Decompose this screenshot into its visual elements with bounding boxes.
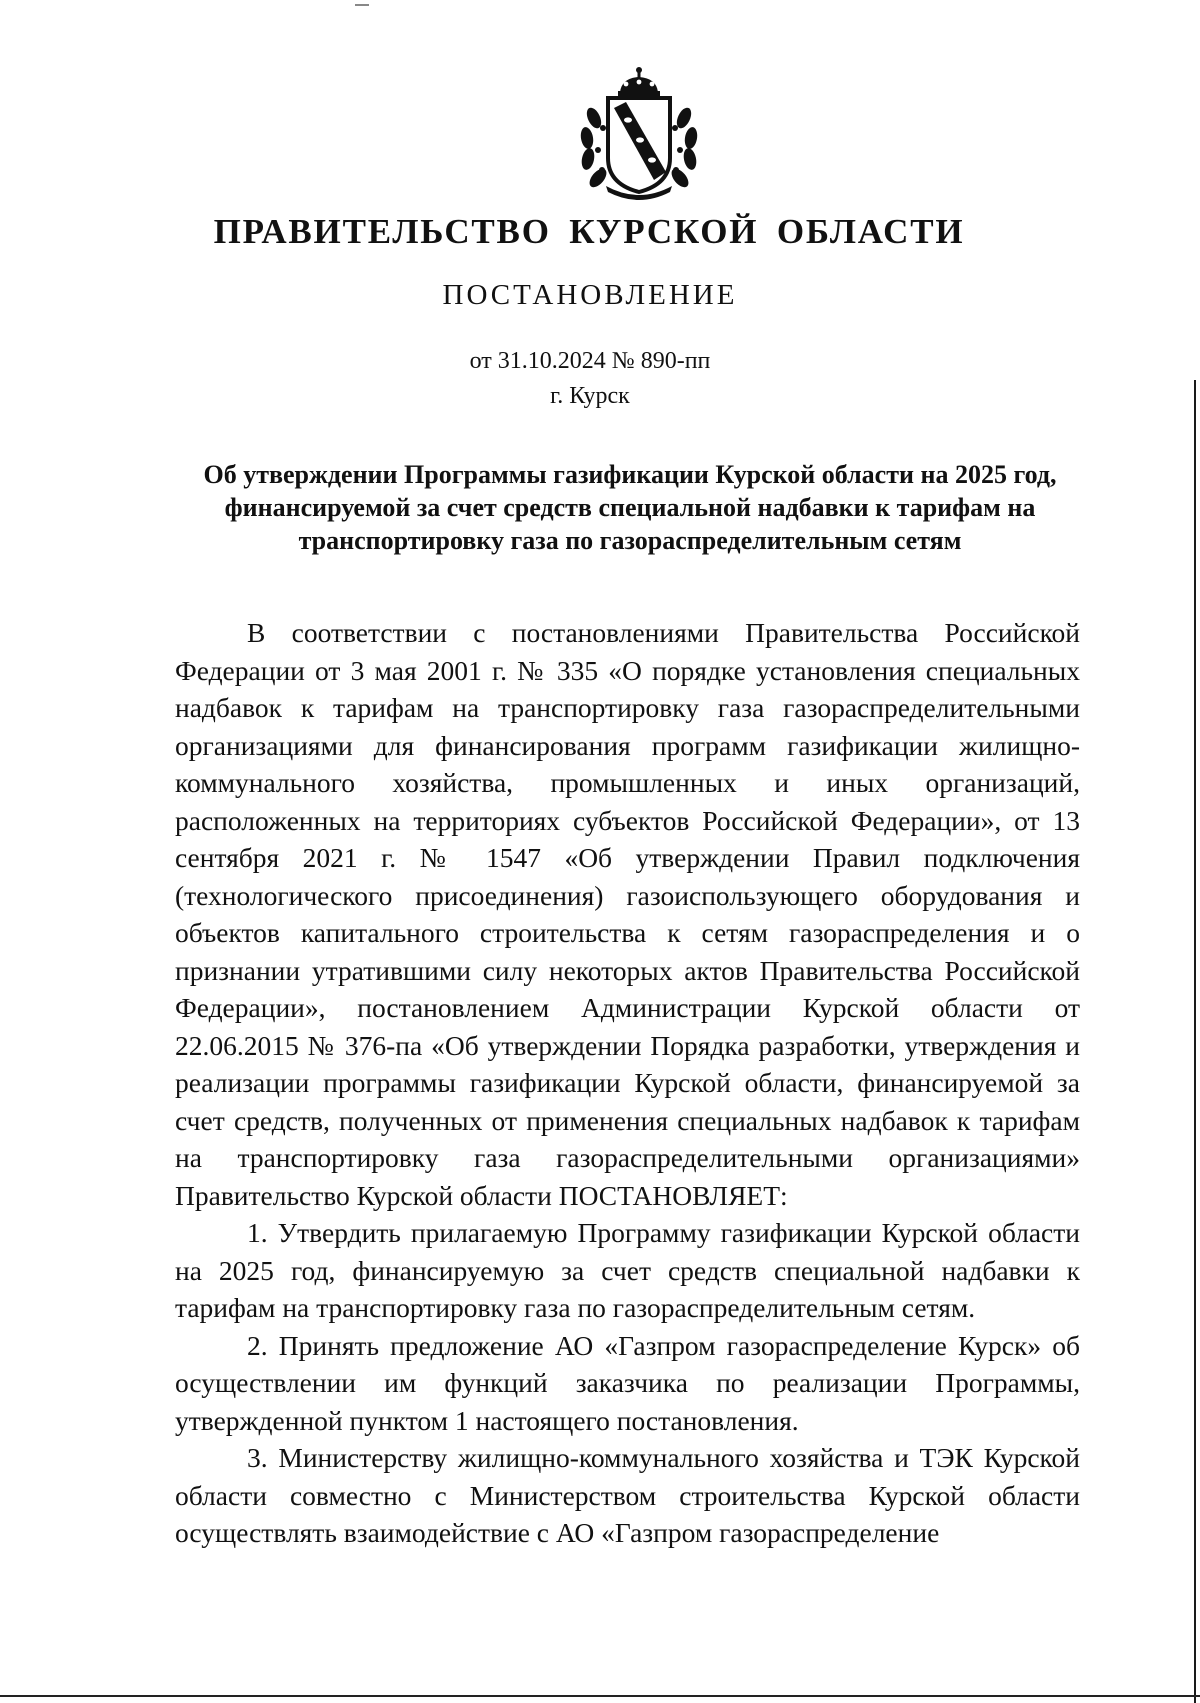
scan-artifact-top	[355, 4, 369, 6]
preamble-paragraph: В соответствии с постановлениями Правительства Российской Федерации от 3 мая 2001 г. № 335 «О порядке установления специальных надбавок к тарифам на транспортировку газа газораспределительными организациями для финансирования программ газификации жилищно-коммунального хозяйства, промышленных и иных организаций, расположенных на территориях субъектов Российской Федерации», от 13 сентября 2021 г. № 1547 «Об утверждении Правил подключения (технологического присоединения) газоиспользующего оборудования и объектов капитального строительства к сетям газораспределения и о признании утратившими силу некоторых актов Правительства Российской Федерации», постановлением Администрации Курской области от 22.06.2015 № 376-па «Об утверждении Порядка разработки, утверждения и реализации программы газификации Курской области, финансируемой за счет средств, полученных от применения специальных надбавок к тарифам на транспортировку газа газораспределительными организациями» Правительство Курской области ПОСТАНОВЛЯЕТ:	[175, 617, 1080, 1211]
scan-edge-right	[1194, 380, 1196, 1703]
clause-1-paragraph: 1. Утвердить прилагаемую Программу газификации Курской области на 2025 год, финансируемую за счет средств специальной надбавки к тарифам на транспортировку газа по газораспределительным сетям.	[175, 1217, 1080, 1323]
organization-title: ПРАВИТЕЛЬСТВО КУРСКОЙ ОБЛАСТИ	[213, 212, 965, 251]
document-date-number: от 31.10.2024 № 890-пп	[469, 348, 711, 374]
document-body	[175, 614, 1080, 1552]
document-city: г. Курск	[550, 383, 630, 409]
coat-of-arms-icon	[570, 62, 708, 202]
clause-2-paragraph: 2. Принять предложение АО «Газпром газораспределение Курск» об осуществлении им функций заказчика по реализации Программы, утвержденной пунктом 1 настоящего постановления.	[175, 1329, 1080, 1436]
document-type: ПОСТАНОВЛЕНИЕ	[442, 279, 738, 311]
clause-3-paragraph: 3. Министерству жилищно-коммунального хозяйства и ТЭК Курской области совместно с Министерством строительства Курской области осуществлять взаимодействие с АО «Газпром газораспределение	[175, 1442, 1080, 1548]
scan-edge-bottom	[0, 1695, 1200, 1697]
document-subject: Об утверждении Программы газификации Курской области на 2025 год, финансируемой за счет средств специальной надбавки к тарифам на транспортировку газа по газораспределительным сетям	[203, 460, 1057, 555]
